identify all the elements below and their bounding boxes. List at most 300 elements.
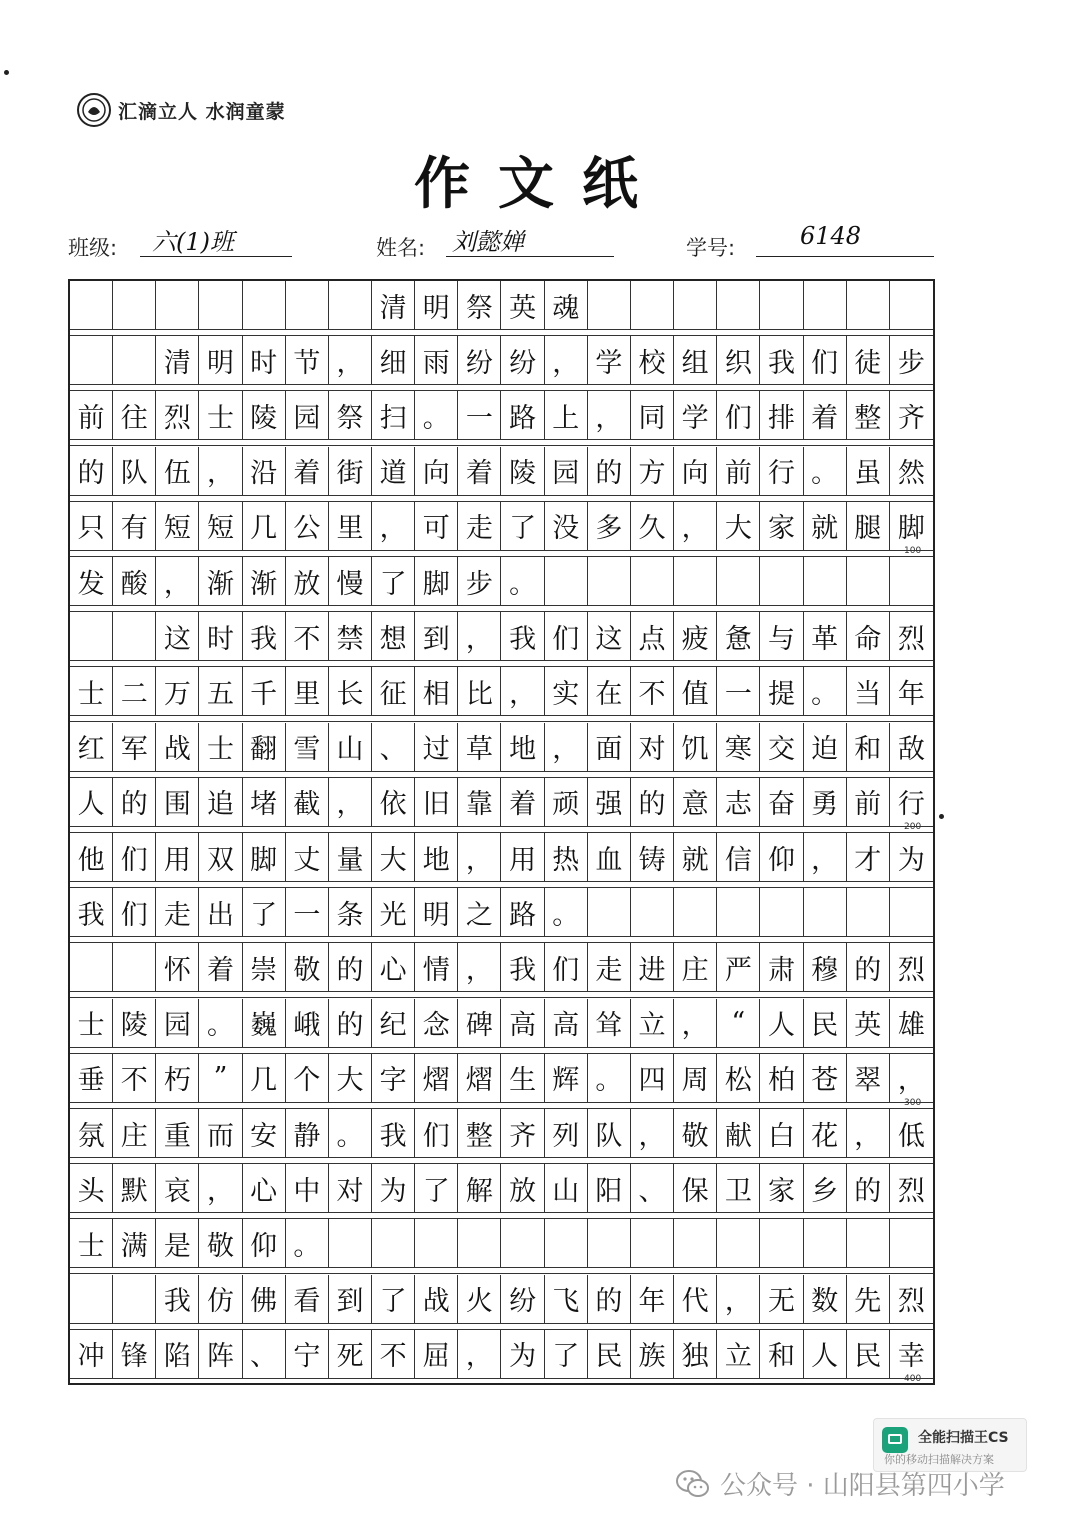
grid-cell: 我 — [372, 1109, 415, 1157]
class-value: 六(1)班 — [152, 228, 234, 256]
grid-cell: ， — [545, 723, 588, 771]
grid-cell: 的 — [631, 778, 674, 826]
grid-cell: 战 — [415, 1275, 458, 1323]
grid-cell: 堵 — [243, 778, 286, 826]
grid-cell: 和 — [847, 723, 890, 771]
grid-cell — [113, 336, 156, 384]
row-gap — [70, 660, 933, 667]
grid-row — [70, 1330, 933, 1385]
grid-cell: 飞 — [545, 1275, 588, 1323]
grid-cell: 地 — [415, 833, 458, 881]
grid-cell: 敬 — [199, 1219, 242, 1267]
grid-cell: 怀 — [156, 943, 199, 991]
grid-cell: 迫 — [804, 723, 847, 771]
grid-cell: 久 — [631, 502, 674, 550]
row-gap — [70, 826, 933, 833]
grid-cell — [847, 1219, 890, 1267]
grid-cell: 截 — [286, 778, 329, 826]
grid-cell: 山 — [545, 1164, 588, 1212]
grid-cell: 着 — [286, 447, 329, 495]
grid-cell: 中 — [286, 1164, 329, 1212]
grid-cell: 巍 — [243, 999, 286, 1047]
grid-cell — [674, 888, 717, 936]
scanner-watermark — [873, 1418, 1027, 1472]
grid-cell: 的 — [847, 1164, 890, 1212]
grid-cell — [804, 1219, 847, 1267]
grid-cell: 他 — [70, 833, 113, 881]
grid-cell — [717, 888, 760, 936]
grid-cell: 到 — [329, 1275, 372, 1323]
grid-cell: 靠 — [458, 778, 501, 826]
grid-cell — [70, 943, 113, 991]
grid-cell: 民 — [847, 1330, 890, 1378]
grid-cell: 战 — [156, 723, 199, 771]
grid-cell: 在 — [588, 667, 631, 715]
grid-cell: 值 — [674, 667, 717, 715]
grid-cell: 清 — [372, 281, 415, 329]
row-gap — [70, 715, 933, 722]
grid-cell: 烈 — [156, 391, 199, 439]
grid-cell: 满 — [113, 1219, 156, 1267]
grid-cell: 熠 — [458, 1054, 501, 1102]
grid-cell: 革 — [804, 612, 847, 660]
grid-cell: ， — [458, 943, 501, 991]
row-gap — [70, 771, 933, 778]
grid-cell: 敬 — [674, 1109, 717, 1157]
grid-cell: 献 — [717, 1109, 760, 1157]
id-value: 6148 — [800, 222, 862, 250]
grid-cell: 祭 — [329, 391, 372, 439]
grid-cell: 纷 — [502, 336, 545, 384]
grid-cell: 一 — [286, 888, 329, 936]
grid-cell: ， — [156, 557, 199, 605]
grid-cell: 字 — [372, 1054, 415, 1102]
id-label: 学号: — [686, 236, 736, 260]
grid-cell: 虽 — [847, 447, 890, 495]
grid-cell: 英 — [847, 999, 890, 1047]
grid-cell: 心 — [372, 943, 415, 991]
grid-cell: 。 — [329, 1109, 372, 1157]
school-logo — [76, 92, 286, 128]
grid-row — [70, 281, 933, 336]
grid-cell: 士 — [199, 723, 242, 771]
grid-cell: 酸 — [113, 557, 156, 605]
grid-cell: 长 — [329, 667, 372, 715]
grid-cell: 依 — [372, 778, 415, 826]
grid-cell — [113, 1275, 156, 1323]
grid-cell: 朽 — [156, 1054, 199, 1102]
grid-cell: 了 — [415, 1164, 458, 1212]
grid-cell: 脚 — [897, 513, 925, 545]
grid-cell — [717, 281, 760, 329]
grid-cell: 、 — [243, 1330, 286, 1378]
grid-cell: 了 — [545, 1330, 588, 1378]
row-gap — [70, 384, 933, 391]
grid-cell: 穆 — [804, 943, 847, 991]
grid-cell: 烈 — [897, 1286, 925, 1318]
grid-cell — [113, 281, 156, 329]
grid-cell: 不 — [286, 612, 329, 660]
grid-cell: 发 — [70, 557, 113, 605]
grid-row — [70, 1275, 933, 1330]
grid-cell: 相 — [415, 667, 458, 715]
grid-cell: 的 — [113, 778, 156, 826]
grid-cell: 民 — [804, 999, 847, 1047]
row-gap — [70, 1212, 933, 1219]
grid-cell — [804, 888, 847, 936]
grid-cell: 命 — [847, 612, 890, 660]
grid-cell: 不 — [372, 1330, 415, 1378]
grid-cell: 家 — [760, 502, 803, 550]
grid-cell: 哀 — [156, 1164, 199, 1212]
char-count-mark: 400 — [904, 1374, 922, 1384]
grid-cell: 对 — [329, 1164, 372, 1212]
grid-cell: 时 — [199, 612, 242, 660]
grid-cell — [329, 281, 372, 329]
grid-cell: 保 — [674, 1164, 717, 1212]
grid-cell: 士 — [199, 391, 242, 439]
grid-cell: 追 — [199, 778, 242, 826]
grid-cell — [70, 281, 113, 329]
grid-cell: 路 — [502, 888, 545, 936]
grid-cell: 卫 — [717, 1164, 760, 1212]
grid-cell: 意 — [674, 778, 717, 826]
grid-cell: 惫 — [717, 612, 760, 660]
grid-cell: 渐 — [243, 557, 286, 605]
grid-cell: 万 — [156, 667, 199, 715]
grid-row — [70, 943, 933, 998]
grid-cell: 走 — [458, 502, 501, 550]
grid-cell: 这 — [588, 612, 631, 660]
grid-cell: 织 — [717, 336, 760, 384]
grid-cell: 雨 — [415, 336, 458, 384]
grid-cell: ， — [588, 391, 631, 439]
grid-cell: 排 — [760, 391, 803, 439]
grid-cell: 柏 — [760, 1054, 803, 1102]
grid-cell: 学 — [674, 391, 717, 439]
grid-row — [70, 1164, 933, 1219]
grid-cell: 为 — [502, 1330, 545, 1378]
grid-cell: 队 — [588, 1109, 631, 1157]
grid-cell: 着 — [458, 447, 501, 495]
grid-cell: 伍 — [156, 447, 199, 495]
grid-cell: 人 — [70, 778, 113, 826]
class-label: 班级: — [68, 236, 118, 260]
grid-cell: 围 — [156, 778, 199, 826]
grid-cell — [113, 612, 156, 660]
grid-cell: ， — [674, 502, 717, 550]
grid-cell: 祭 — [458, 281, 501, 329]
grid-cell: 点 — [631, 612, 674, 660]
grid-cell: 行 — [760, 447, 803, 495]
grid-cell: 之 — [458, 888, 501, 936]
grid-cell: 征 — [372, 667, 415, 715]
grid-cell — [545, 1219, 588, 1267]
grid-cell: 渐 — [199, 557, 242, 605]
grid-cell: 高 — [502, 999, 545, 1047]
grid-cell: 旧 — [415, 778, 458, 826]
grid-cell: 是 — [156, 1219, 199, 1267]
grid-cell: 放 — [286, 557, 329, 605]
grid-cell: 我 — [502, 943, 545, 991]
grid-cell: ， — [458, 1330, 501, 1378]
grid-cell: 辉 — [545, 1054, 588, 1102]
row-gap — [70, 605, 933, 612]
grid-cell: 屈 — [415, 1330, 458, 1378]
grid-cell — [113, 943, 156, 991]
grid-cell: 纷 — [458, 336, 501, 384]
grid-cell: 庄 — [113, 1109, 156, 1157]
scanner-app-icon — [882, 1427, 908, 1453]
grid-cell — [199, 281, 242, 329]
grid-cell: 行 — [897, 789, 925, 821]
grid-cell: 对 — [631, 723, 674, 771]
grid-cell: ， — [502, 667, 545, 715]
grid-row — [70, 1054, 933, 1109]
grid-cell: 我 — [760, 336, 803, 384]
grid-cell: 想 — [372, 612, 415, 660]
ink-dot — [939, 814, 944, 819]
grid-cell: 生 — [502, 1054, 545, 1102]
grid-cell: 多 — [588, 502, 631, 550]
grid-cell: 热 — [545, 833, 588, 881]
grid-cell: 步 — [897, 347, 925, 379]
grid-cell: 我 — [243, 612, 286, 660]
grid-cell: 齐 — [502, 1109, 545, 1157]
grid-cell: 阳 — [588, 1164, 631, 1212]
grid-row — [70, 391, 933, 446]
grid-cell: 火 — [458, 1275, 501, 1323]
grid-cell: 街 — [329, 447, 372, 495]
grid-cell — [372, 1219, 415, 1267]
grid-cell: 了 — [502, 502, 545, 550]
scanner-app-tagline: 你的移动扫描解决方案 — [884, 1453, 994, 1466]
grid-cell: 我 — [502, 612, 545, 660]
grid-cell: 道 — [372, 447, 415, 495]
grid-cell: 公 — [286, 502, 329, 550]
grid-row — [70, 336, 933, 391]
grid-cell: 不 — [113, 1054, 156, 1102]
grid-cell — [890, 557, 933, 605]
grid-cell: 校 — [631, 336, 674, 384]
grid-cell: 交 — [760, 723, 803, 771]
grid-cell: 步 — [458, 557, 501, 605]
grid-cell: 大 — [372, 833, 415, 881]
grid-row — [70, 723, 933, 778]
grid-cell: 徒 — [847, 336, 890, 384]
grid-cell: ， — [717, 1275, 760, 1323]
grid-cell: 几 — [243, 1054, 286, 1102]
grid-cell: 一 — [717, 667, 760, 715]
grid-cell: 重 — [156, 1109, 199, 1157]
grid-cell: 安 — [243, 1109, 286, 1157]
grid-cell: 进 — [631, 943, 674, 991]
grid-cell: 实 — [545, 667, 588, 715]
row-gap — [70, 1323, 933, 1330]
grid-cell: 独 — [674, 1330, 717, 1378]
grid-cell: 士 — [70, 999, 113, 1047]
grid-cell: 宁 — [286, 1330, 329, 1378]
grid-cell: 提 — [760, 667, 803, 715]
grid-cell: 们 — [545, 612, 588, 660]
id-underline — [756, 256, 934, 257]
grid-cell: 们 — [113, 833, 156, 881]
grid-cell: 魂 — [545, 281, 588, 329]
grid-cell: 。 — [286, 1219, 329, 1267]
grid-cell: 慢 — [329, 557, 372, 605]
grid-cell — [70, 612, 113, 660]
grid-cell: 年 — [897, 678, 925, 710]
grid-cell: 里 — [329, 502, 372, 550]
grid-cell — [674, 281, 717, 329]
grid-cell: 个 — [286, 1054, 329, 1102]
grid-cell — [588, 281, 631, 329]
grid-cell: 量 — [329, 833, 372, 881]
wechat-icon — [676, 1469, 710, 1499]
wechat-account-name: 公众号 · 山阳县第四小学 — [720, 1471, 1005, 1501]
grid-cell: 。 — [545, 888, 588, 936]
grid-cell — [674, 1219, 717, 1267]
grid-cell: 列 — [545, 1109, 588, 1157]
grid-cell: 奋 — [760, 778, 803, 826]
grid-cell — [631, 888, 674, 936]
grid-cell: 雄 — [897, 1010, 925, 1042]
grid-cell: 幸 — [897, 1341, 925, 1373]
grid-cell: 仿 — [199, 1275, 242, 1323]
grid-cell: 民 — [588, 1330, 631, 1378]
grid-cell: 向 — [674, 447, 717, 495]
grid-cell: 过 — [415, 723, 458, 771]
grid-cell: 到 — [415, 612, 458, 660]
grid-cell — [70, 336, 113, 384]
grid-cell: ， — [897, 1065, 925, 1097]
grid-cell: 松 — [717, 1054, 760, 1102]
grid-cell: 高 — [545, 999, 588, 1047]
grid-cell: 静 — [286, 1109, 329, 1157]
grid-cell: 心 — [243, 1164, 286, 1212]
grid-cell — [631, 1219, 674, 1267]
grid-cell: 着 — [199, 943, 242, 991]
grid-cell: ， — [329, 336, 372, 384]
grid-cell: ， — [674, 999, 717, 1047]
grid-cell: 为 — [372, 1164, 415, 1212]
grid-cell — [760, 557, 803, 605]
grid-cell: 然 — [897, 458, 925, 490]
grid-cell — [674, 557, 717, 605]
grid-row — [70, 502, 933, 557]
grid-cell: 四 — [631, 1054, 674, 1102]
grid-cell: 。 — [804, 447, 847, 495]
grid-cell: 峨 — [286, 999, 329, 1047]
grid-cell — [847, 281, 890, 329]
grid-cell: 无 — [760, 1275, 803, 1323]
grid-cell: 仰 — [243, 1219, 286, 1267]
grid-cell: 学 — [588, 336, 631, 384]
page-title: 作文纸 — [414, 151, 666, 217]
row-gap — [70, 1157, 933, 1164]
grid-cell: 看 — [286, 1275, 329, 1323]
grid-cell: 我 — [70, 888, 113, 936]
grid-cell: 着 — [804, 391, 847, 439]
grid-cell: 脚 — [415, 557, 458, 605]
grid-cell — [847, 557, 890, 605]
grid-cell: 双 — [199, 833, 242, 881]
grid-row — [70, 833, 933, 888]
grid-cell: 纷 — [502, 1275, 545, 1323]
grid-cell: 信 — [717, 833, 760, 881]
grid-cell: 园 — [286, 391, 329, 439]
grid-cell: 冲 — [70, 1330, 113, 1378]
grid-cell — [890, 1219, 933, 1267]
grid-cell: ， — [847, 1109, 890, 1157]
grid-cell: ， — [458, 833, 501, 881]
grid-cell: 士 — [70, 1219, 113, 1267]
grid-cell: 才 — [847, 833, 890, 881]
grid-cell: 耸 — [588, 999, 631, 1047]
grid-row — [70, 999, 933, 1054]
grid-cell — [847, 888, 890, 936]
grid-cell: 们 — [415, 1109, 458, 1157]
row-gap — [70, 550, 933, 557]
grid-cell: 强 — [588, 778, 631, 826]
wechat-account-watermark — [676, 1465, 1005, 1502]
grid-cell: 着 — [502, 778, 545, 826]
grid-cell: 。 — [199, 999, 242, 1047]
grid-cell: 路 — [502, 391, 545, 439]
grid-cell: 短 — [156, 502, 199, 550]
grid-cell: 数 — [804, 1275, 847, 1323]
grid-cell: 们 — [113, 888, 156, 936]
grid-cell: 的 — [588, 1275, 631, 1323]
grid-row — [70, 557, 933, 612]
grid-cell — [804, 281, 847, 329]
grid-cell: 一 — [458, 391, 501, 439]
grid-cell: 上 — [545, 391, 588, 439]
grid-cell: 园 — [156, 999, 199, 1047]
grid-cell: 几 — [243, 502, 286, 550]
grid-cell: “ — [717, 999, 760, 1047]
grid-cell: 血 — [588, 833, 631, 881]
grid-cell: 敬 — [286, 943, 329, 991]
grid-cell: 情 — [415, 943, 458, 991]
grid-cell: 腿 — [847, 502, 890, 550]
grid-cell: 士 — [70, 667, 113, 715]
grid-cell: 族 — [631, 1330, 674, 1378]
row-gap — [70, 495, 933, 502]
grid-cell: 走 — [588, 943, 631, 991]
grid-cell: 了 — [243, 888, 286, 936]
grid-cell: 面 — [588, 723, 631, 771]
grid-cell — [502, 1219, 545, 1267]
grid-cell — [890, 888, 933, 936]
grid-cell: 扫 — [372, 391, 415, 439]
grid-cell: 军 — [113, 723, 156, 771]
grid-cell: 的 — [70, 447, 113, 495]
grid-cell: 光 — [372, 888, 415, 936]
grid-cell — [156, 281, 199, 329]
grid-cell: ， — [545, 336, 588, 384]
school-slogan: 汇滴立人 水润童蒙 — [118, 100, 286, 123]
grid-cell: 顽 — [545, 778, 588, 826]
row-gap — [70, 1378, 933, 1385]
grid-cell — [70, 1275, 113, 1323]
grid-cell: 用 — [502, 833, 545, 881]
row-gap — [70, 1047, 933, 1054]
grid-cell: 年 — [631, 1275, 674, 1323]
grid-cell — [760, 281, 803, 329]
row-gap — [70, 881, 933, 888]
grid-cell: 白 — [760, 1109, 803, 1157]
